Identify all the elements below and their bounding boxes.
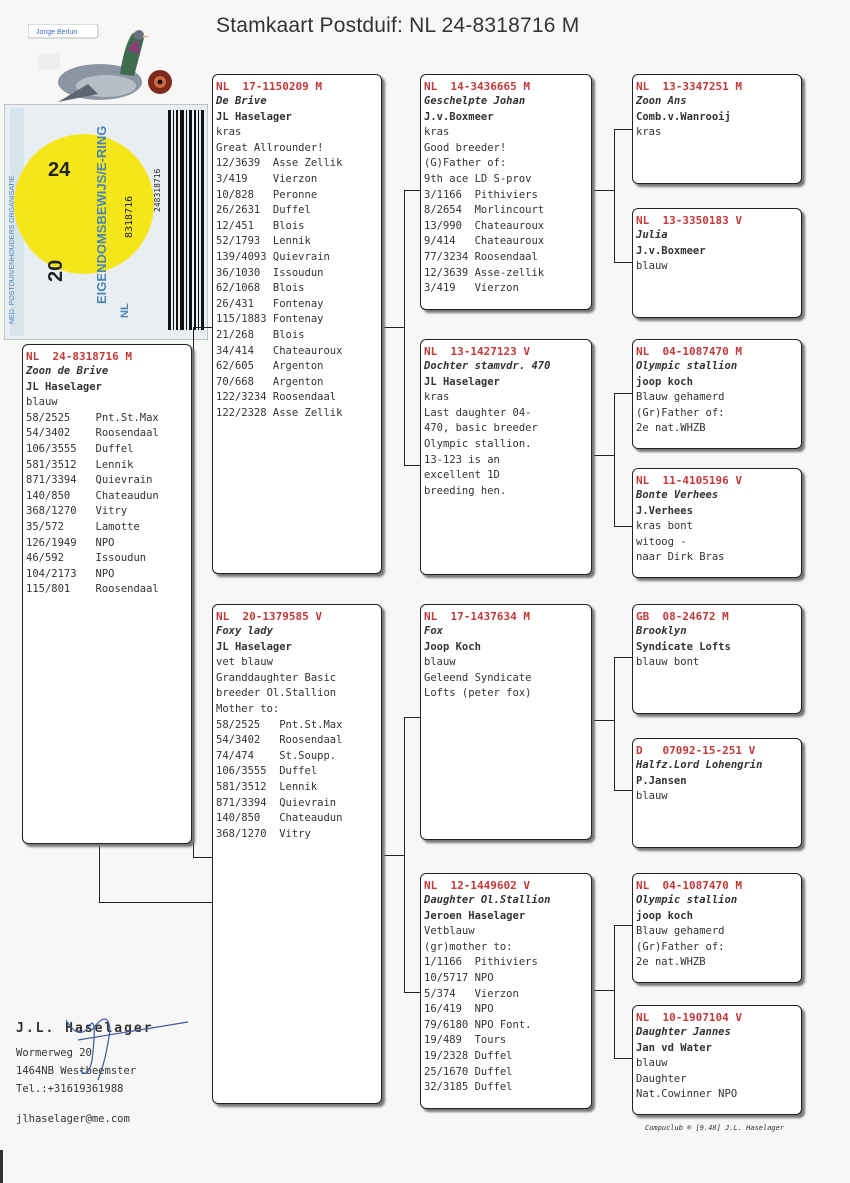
info-line: 12/3639 Asse-zellik bbox=[424, 266, 545, 279]
info-line: 368/1270 Vitry bbox=[216, 827, 311, 840]
info-line: blauw bbox=[26, 396, 58, 409]
breeder-name: J.v.Boxmeer bbox=[636, 244, 706, 257]
pigeon-name: Olympic stallion bbox=[636, 360, 738, 372]
ring-number: NL 11-4105196 V bbox=[636, 474, 742, 487]
connector bbox=[404, 190, 420, 191]
ring-card-org: EIGENDOMSBEWIJS/E-RING bbox=[94, 125, 109, 304]
connector bbox=[404, 717, 420, 718]
connector bbox=[193, 857, 212, 858]
pigeon-card-mm bbox=[420, 873, 592, 1109]
info-line: 140/850 Chateaudun bbox=[216, 812, 343, 825]
pigeon-card-mfm bbox=[632, 738, 802, 848]
breeder-name: J.Verhees bbox=[636, 504, 693, 517]
connector bbox=[614, 925, 632, 926]
photo-label: Jonge Berlun bbox=[36, 29, 78, 36]
info-line: 3/419 Vierzon bbox=[424, 282, 519, 295]
ring-number: NL 14-3436665 M bbox=[424, 80, 530, 93]
info-line: naar Dirk Bras bbox=[636, 551, 725, 564]
info-line: 104/2173 NPO bbox=[26, 567, 115, 580]
pigeon-name: Julia bbox=[636, 229, 668, 241]
info-line: Mother to: bbox=[216, 702, 280, 715]
info-line: 12/451 Blois bbox=[216, 219, 305, 232]
ring-number: NL 20-1379585 V bbox=[216, 610, 322, 623]
pigeon-name: Olympic stallion bbox=[636, 894, 738, 906]
info-line: kras bbox=[216, 126, 242, 139]
info-line: 871/3394 Quievrain bbox=[26, 474, 153, 487]
info-line: 58/2525 Pnt.St.Max bbox=[216, 718, 343, 731]
info-line: blauw bbox=[636, 1057, 668, 1070]
owner-name: J.L. Haselager bbox=[16, 1021, 154, 1036]
connector bbox=[614, 657, 615, 791]
info-line: 2e nat.WHZB bbox=[636, 956, 706, 969]
ring-number: NL 13-1427123 V bbox=[424, 345, 530, 358]
info-line: (Gr)Father of: bbox=[636, 940, 725, 953]
ring-number: NL 10-1907104 V bbox=[636, 1011, 742, 1024]
info-line: 62/1068 Blois bbox=[216, 282, 305, 295]
info-line: 26/2631 Duffel bbox=[216, 204, 311, 217]
pigeon-card-ff bbox=[420, 74, 592, 310]
connector bbox=[592, 990, 614, 991]
info-line: witoog - bbox=[636, 535, 687, 548]
info-line: 140/850 Chateaudun bbox=[26, 489, 159, 502]
info-line: 36/1030 Issoudun bbox=[216, 266, 324, 279]
info-line: breeding hen. bbox=[424, 484, 507, 497]
info-line: 3/419 Vierzon bbox=[216, 172, 318, 185]
info-line: 19/489 Tours bbox=[424, 1034, 507, 1047]
software-credit: Compuclub ® [9.48] J.L. Haselager bbox=[645, 1124, 785, 1132]
info-line: 106/3555 Duffel bbox=[26, 442, 134, 455]
info-line: blauw bbox=[424, 656, 456, 669]
info-line: 139/4093 Quievrain bbox=[216, 250, 330, 263]
info-line: Daughter bbox=[636, 1072, 687, 1085]
info-line: 21/268 Blois bbox=[216, 328, 305, 341]
info-line: 122/3234 Roosendaal bbox=[216, 391, 337, 404]
connector bbox=[382, 855, 404, 856]
info-line: Vetblauw bbox=[424, 925, 475, 938]
connector bbox=[193, 327, 194, 858]
connector bbox=[404, 992, 420, 993]
pigeon-name: De Brive bbox=[216, 95, 267, 107]
info-line: Nat.Cowinner NPO bbox=[636, 1088, 738, 1101]
info-line: blauw bont bbox=[636, 656, 700, 669]
pigeon-name: Geschelpte Johan bbox=[424, 95, 526, 107]
info-line: excellent 1D bbox=[424, 469, 500, 482]
pigeon-name: Foxy lady bbox=[216, 625, 273, 637]
pigeon-name: Daughter Jannes bbox=[636, 1026, 731, 1038]
connector bbox=[592, 190, 614, 191]
info-line: vet blauw bbox=[216, 656, 273, 669]
pigeon-name: Zoon de Brive bbox=[26, 365, 109, 377]
pigeon-name: Halfz.Lord Lohengrin bbox=[636, 759, 763, 771]
pigeon-card-mmf bbox=[632, 873, 802, 983]
info-line: 9/414 Chateauroux bbox=[424, 235, 545, 248]
info-line: 871/3394 Quievrain bbox=[216, 796, 337, 809]
breeder-name: Jan vd Water bbox=[636, 1041, 712, 1054]
connector bbox=[614, 262, 632, 263]
info-line: 10/828 Peronne bbox=[216, 188, 318, 201]
pigeon-card-mmm bbox=[632, 1005, 802, 1115]
info-line: 25/1670 Duffel bbox=[424, 1065, 513, 1078]
connector bbox=[404, 190, 405, 466]
connector bbox=[614, 129, 615, 263]
pigeon-name: Dochter stamvdr. 470 bbox=[424, 360, 551, 372]
info-line: 62/605 Argenton bbox=[216, 360, 324, 373]
info-line: kras bbox=[636, 126, 662, 139]
ring-number: NL 13-3347251 M bbox=[636, 80, 742, 93]
ring-card-year: 24 bbox=[48, 159, 71, 181]
breeder-name: JL Haselager bbox=[216, 640, 292, 653]
connector bbox=[99, 902, 212, 903]
info-line: blauw bbox=[636, 260, 668, 273]
breeder-name: P.Jansen bbox=[636, 774, 687, 787]
info-line: Last daughter 04- bbox=[424, 406, 532, 419]
info-line: 12/3639 Asse Zellik bbox=[216, 157, 343, 170]
breeder-name: Joop Koch bbox=[424, 640, 481, 653]
ring-number: D 07092-15-251 V bbox=[636, 744, 756, 757]
breeder-name: Syndicate Lofts bbox=[636, 640, 731, 653]
breeder-name: Jeroen Haselager bbox=[424, 909, 526, 922]
pigeon-card-mff bbox=[632, 604, 802, 714]
pigeon-card-fmm bbox=[632, 468, 802, 578]
info-line: 115/1883 Fontenay bbox=[216, 313, 324, 326]
info-line: 106/3555 Duffel bbox=[216, 765, 318, 778]
info-line: Blauw gehamerd bbox=[636, 391, 725, 404]
info-line: 581/3512 Lennik bbox=[216, 780, 318, 793]
breeder-name: JL Haselager bbox=[26, 380, 102, 393]
info-line: 1/1166 Pithiviers bbox=[424, 956, 538, 969]
info-line: Lofts (peter fox) bbox=[424, 687, 532, 700]
info-line: (G)Father of: bbox=[424, 157, 507, 170]
barcode bbox=[168, 110, 204, 330]
breeder-name: JL Haselager bbox=[216, 110, 292, 123]
connector bbox=[614, 657, 632, 658]
pigeon-name: Zoon Ans bbox=[636, 95, 687, 107]
barcode-number: 248318716 bbox=[153, 168, 162, 212]
connector bbox=[614, 925, 615, 1059]
connector bbox=[382, 327, 404, 328]
pigeon-photo bbox=[28, 24, 178, 104]
pigeon-name: Fox bbox=[424, 625, 443, 637]
info-line: 54/3402 Roosendaal bbox=[26, 427, 159, 440]
ring-number: NL 13-3350183 V bbox=[636, 214, 742, 227]
connector bbox=[614, 393, 632, 394]
pigeon-card-ffm bbox=[632, 208, 802, 318]
scan-edge bbox=[0, 1150, 3, 1183]
info-line: 13-123 is an bbox=[424, 453, 500, 466]
info-line: 470, basic breeder bbox=[424, 422, 538, 435]
breeder-name: J.v.Boxmeer bbox=[424, 110, 494, 123]
breeder-name: Comb.v.Wanrooij bbox=[636, 110, 731, 123]
connector bbox=[404, 465, 420, 466]
connector bbox=[99, 845, 100, 903]
info-line: 368/1270 Vitry bbox=[26, 505, 128, 518]
pigeon-card-mother bbox=[212, 604, 382, 1104]
pigeon-name: Bonte Verhees bbox=[636, 489, 719, 501]
info-line: 9th ace LD S-prov bbox=[424, 172, 532, 185]
info-line: kras bont bbox=[636, 520, 693, 533]
info-line: kras bbox=[424, 391, 450, 404]
ring-number: NL 04-1087470 M bbox=[636, 879, 742, 892]
ring-card-country: NL bbox=[119, 303, 131, 318]
pigeon-card-subject bbox=[22, 344, 192, 844]
info-line: 115/801 Roosendaal bbox=[26, 583, 159, 596]
ring-card bbox=[4, 104, 208, 340]
info-line: Geleend Syndicate bbox=[424, 671, 532, 684]
pigeon-card-father bbox=[212, 74, 382, 574]
owner-street: Wormerweg 20 bbox=[16, 1047, 92, 1059]
info-line: Good breeder! bbox=[424, 141, 507, 154]
info-line: 77/3234 Roosendaal bbox=[424, 250, 538, 263]
info-line: breeder Ol.Stallion bbox=[216, 687, 337, 700]
info-line: 122/2328 Asse Zellik bbox=[216, 406, 343, 419]
info-line: blauw bbox=[636, 790, 668, 803]
info-line: kras bbox=[424, 126, 450, 139]
ring-number: NL 17-1437634 M bbox=[424, 610, 530, 623]
info-line: 79/6180 NPO Font. bbox=[424, 1018, 532, 1031]
info-line: 46/592 Issoudun bbox=[26, 552, 147, 565]
connector bbox=[614, 790, 632, 791]
connector bbox=[592, 455, 614, 456]
pigeon-card-fmf bbox=[632, 339, 802, 449]
info-line: (Gr)Father of: bbox=[636, 406, 725, 419]
signature bbox=[58, 1000, 198, 1090]
info-line: 16/419 NPO bbox=[424, 1003, 494, 1016]
info-line: 34/414 Chateauroux bbox=[216, 344, 343, 357]
info-line: 74/474 St.Soupp. bbox=[216, 749, 337, 762]
info-line: 58/2525 Pnt.St.Max bbox=[26, 411, 159, 424]
info-line: 3/1166 Pithiviers bbox=[424, 188, 538, 201]
info-line: (gr)mother to: bbox=[424, 940, 513, 953]
connector bbox=[193, 327, 212, 328]
info-line: Granddaughter Basic bbox=[216, 671, 337, 684]
ring-number: NL 24-8318716 M bbox=[26, 350, 132, 363]
pigeon-card-fff bbox=[632, 74, 802, 184]
breeder-name: joop koch bbox=[636, 375, 693, 388]
info-line: 581/3512 Lennik bbox=[26, 458, 134, 471]
pigeon-card-mf bbox=[420, 604, 592, 840]
connector bbox=[614, 526, 632, 527]
connector bbox=[614, 393, 615, 527]
owner-email: jlhaselager@me.com bbox=[16, 1113, 130, 1125]
ring-card-side-text: NED. POSTDUIVENHOUDERS ORGANISATIE bbox=[9, 175, 16, 324]
pigeon-card-fm bbox=[420, 339, 592, 575]
info-line: Great Allrounder! bbox=[216, 141, 324, 154]
ring-number: NL 12-1449602 V bbox=[424, 879, 530, 892]
ring-card-year-2: 20 bbox=[45, 259, 67, 282]
info-line: 32/3185 Duffel bbox=[424, 1081, 513, 1094]
info-line: 26/431 Fontenay bbox=[216, 297, 324, 310]
info-line: 8/2654 Morlincourt bbox=[424, 204, 545, 217]
info-line: 2e nat.WHZB bbox=[636, 422, 706, 435]
info-line: 54/3402 Roosendaal bbox=[216, 734, 343, 747]
owner-city: 1464NB Westbeemster bbox=[16, 1065, 137, 1077]
info-line: 126/1949 NPO bbox=[26, 536, 115, 549]
info-line: 10/5717 NPO bbox=[424, 971, 494, 984]
connector bbox=[404, 717, 405, 993]
ring-card-number: 8318716 bbox=[124, 195, 135, 238]
connector bbox=[614, 129, 632, 130]
owner-phone: Tel.:+31619361988 bbox=[16, 1083, 124, 1095]
pigeon-name: Daughter Ol.Stallion bbox=[424, 894, 551, 906]
breeder-name: joop koch bbox=[636, 909, 693, 922]
info-line: Blauw gehamerd bbox=[636, 925, 725, 938]
info-line: 5/374 Vierzon bbox=[424, 987, 519, 1000]
info-line: 13/990 Chateauroux bbox=[424, 219, 545, 232]
breeder-name: JL Haselager bbox=[424, 375, 500, 388]
page-title: Stamkaart Postduif: NL 24-8318716 M bbox=[216, 14, 580, 37]
info-line: 52/1793 Lennik bbox=[216, 235, 311, 248]
pigeon-name: Brooklyn bbox=[636, 625, 687, 637]
info-line: 19/2328 Duffel bbox=[424, 1049, 513, 1062]
ring-number: GB 08-24672 M bbox=[636, 610, 729, 623]
ring-number: NL 17-1150209 M bbox=[216, 80, 322, 93]
ring-number: NL 04-1087470 M bbox=[636, 345, 742, 358]
connector bbox=[614, 1058, 632, 1059]
info-line: 70/668 Argenton bbox=[216, 375, 324, 388]
info-line: 35/572 Lamotte bbox=[26, 520, 140, 533]
info-line: Olympic stallion. bbox=[424, 437, 532, 450]
connector bbox=[592, 720, 614, 721]
